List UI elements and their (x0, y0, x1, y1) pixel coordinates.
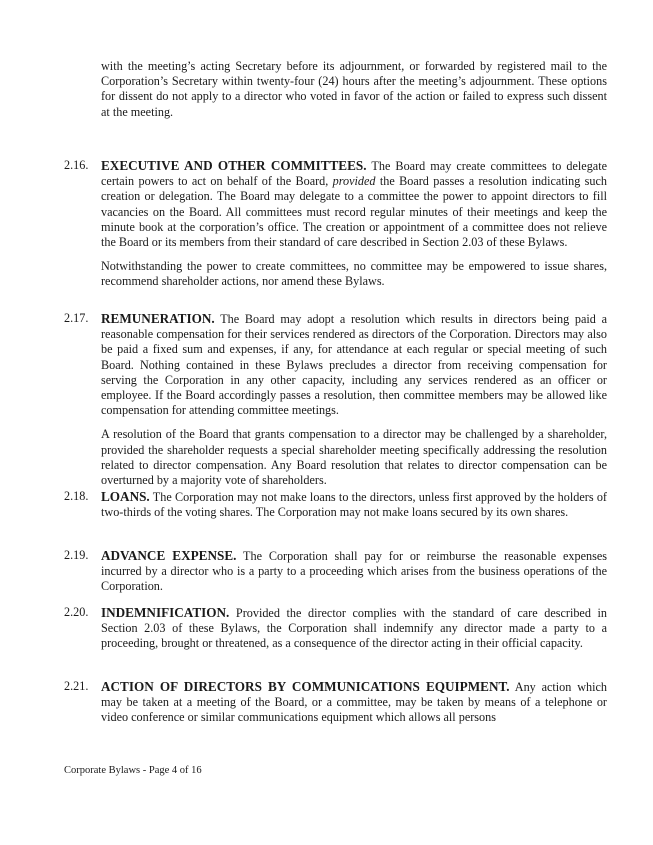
paragraph-text: The Board may create committees to delegate certain powers to act on behalf of the Board, (101, 159, 607, 189)
section-heading: INDEMNIFICATION. (101, 605, 230, 620)
section-paragraph (101, 605, 607, 652)
section-number: 2.21. (64, 679, 89, 693)
section-paragraph (101, 489, 607, 520)
section-number: 2.18. (64, 489, 89, 503)
emphasized-text: provided (332, 174, 376, 189)
section-2-19 (64, 548, 607, 595)
paragraph-text: The Board may adopt a resolution which results in directors being paid a reasonable compensation for their services rendered as directors of the Corporation. Directors may also be paid a fixed sum and expenses, if any, for attendance at each regular or special meeting of such Board. Nothing contained in these Bylaws precludes a director from receiving compensation for serving the Corporation in any other capacity, including any services rendered as an officer or employee. If the Board accordingly passes a resolution, then committee members may be allowed like compensation for attending committee meetings. (101, 312, 607, 418)
page-footer: Corporate Bylaws - Page 4 of 16 (64, 765, 202, 776)
section-number: 2.19. (64, 548, 89, 562)
paragraph-text: The Corporation shall pay for or reimburse the reasonable expenses incurred by a director who is a party to a proceeding which arises from the business operations of the Corporation. (101, 549, 608, 594)
section-paragraph (101, 158, 607, 250)
section-paragraph (101, 311, 607, 418)
section-2-18 (64, 489, 607, 520)
paragraph-text: the Board passes a resolution indicating such creation or delegation. The Board may delegate to a committee the power to appoint directors to fill vacancies on the Board. All committees must record regular minutes of their meetings and keep the minute book at the corporation’s office. The creation or appointment of a committee does not relieve the Board or its members from their standard of care described in Section 2.03 of these Bylaws. (101, 174, 607, 250)
section-paragraph: A resolution of the Board that grants compensation to a director may be challenged by a shareholder, provided the shareholder requests a special shareholder meeting specifically addressing the resolution related to director compensation. Any Board resolution that relates to director compensation can be overturned by a majority vote of shareholders. (101, 427, 607, 488)
section-heading: LOANS. (101, 489, 150, 504)
section-paragraph (101, 548, 607, 595)
section-paragraph: Notwithstanding the power to create committees, no committee may be empowered to issue shares, recommend shareholder actions, nor amend these Bylaws. (101, 259, 607, 289)
section-paragraph (101, 679, 607, 726)
section-2-21 (64, 679, 607, 726)
section-number: 2.16. (64, 158, 89, 172)
section-2-16 (64, 158, 607, 290)
paragraph-text: Any action which may be taken at a meeting of the Board, or a committee, may be taken by means of a telephone or video conference or similar communications equipment which allows all persons (101, 680, 607, 725)
section-2-17 (64, 311, 607, 488)
section-number: 2.20. (64, 605, 89, 619)
continuation-paragraph: with the meeting’s acting Secretary before its adjournment, or forwarded by registered mail to the Corporation’s Secretary within twenty-four (24) hours after the meeting’s adjournment. These options for dissent do not apply to a director who voted in favor of the action or failed to express such dissent at the meeting. (101, 59, 607, 119)
section-heading: REMUNERATION. (101, 311, 215, 326)
section-heading: EXECUTIVE AND OTHER COMMITTEES. (101, 158, 367, 173)
paragraph-text: Provided the director complies with the standard of care described in Section 2.03 of these Bylaws, the Corporation shall indemnify any director made a party to a proceeding, brought or threatened, as a consequence of the director acting in their official capacity. (101, 606, 607, 651)
section-heading: ADVANCE EXPENSE. (101, 548, 237, 563)
section-number: 2.17. (64, 311, 89, 325)
section-2-20 (64, 605, 607, 652)
section-heading: ACTION OF DIRECTORS BY COMMUNICATIONS EQUIPMENT. (101, 679, 510, 694)
paragraph-text: The Corporation may not make loans to the directors, unless first approved by the holders of two-thirds of the voting shares. The Corporation may not make loans secured by its own shares. (101, 490, 607, 520)
